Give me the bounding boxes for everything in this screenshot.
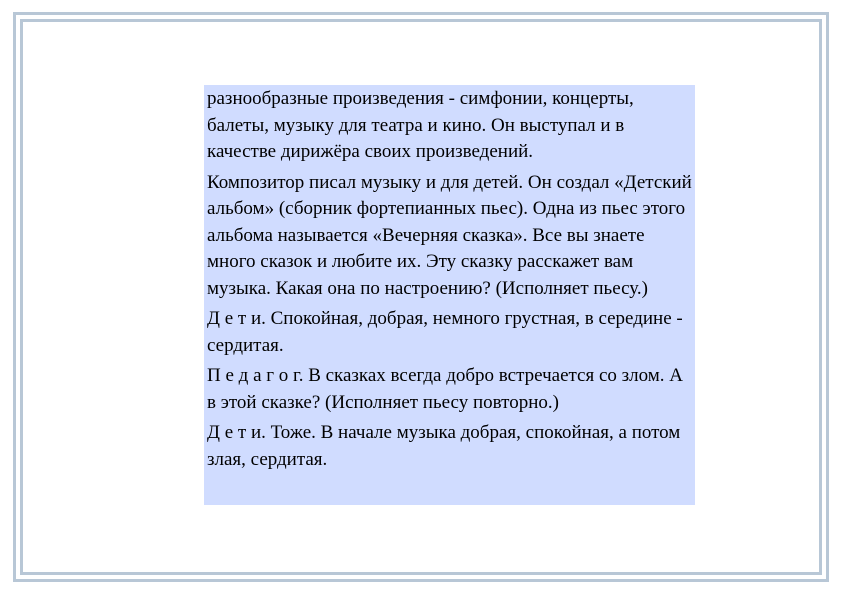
paragraph-2: Композитор писал музыку и для детей. Он создал «Детский альбом» (сборник фортепианных пьес). Одна из пьес этого альбома называется «Вечерняя сказка». Все вы знаете много сказок и любите их. Эту сказку расскажет вам музыка. Какая она по настроению? (Исполняет пьесу.) <box>207 171 692 299</box>
text-box <box>204 85 695 505</box>
paragraph-4: П е д а г о г. В сказках всегда добро встречается со злом. А в этой сказке? (Исполняет пьесу повторно.) <box>207 365 684 413</box>
paragraph-5: Д е т и. Тоже. В начале музыка добрая, спокойная, а потом злая, сердитая. <box>207 422 681 470</box>
paragraph-3: Д е т и. Спокойная, добрая, немного грустная, в середине - сердитая. <box>207 308 683 356</box>
paragraph-1: разнообразные произведения - симфонии, концерты, балеты, музыку для театра и кино. Он выступал и в качестве дирижёра своих произведений. <box>207 88 634 162</box>
